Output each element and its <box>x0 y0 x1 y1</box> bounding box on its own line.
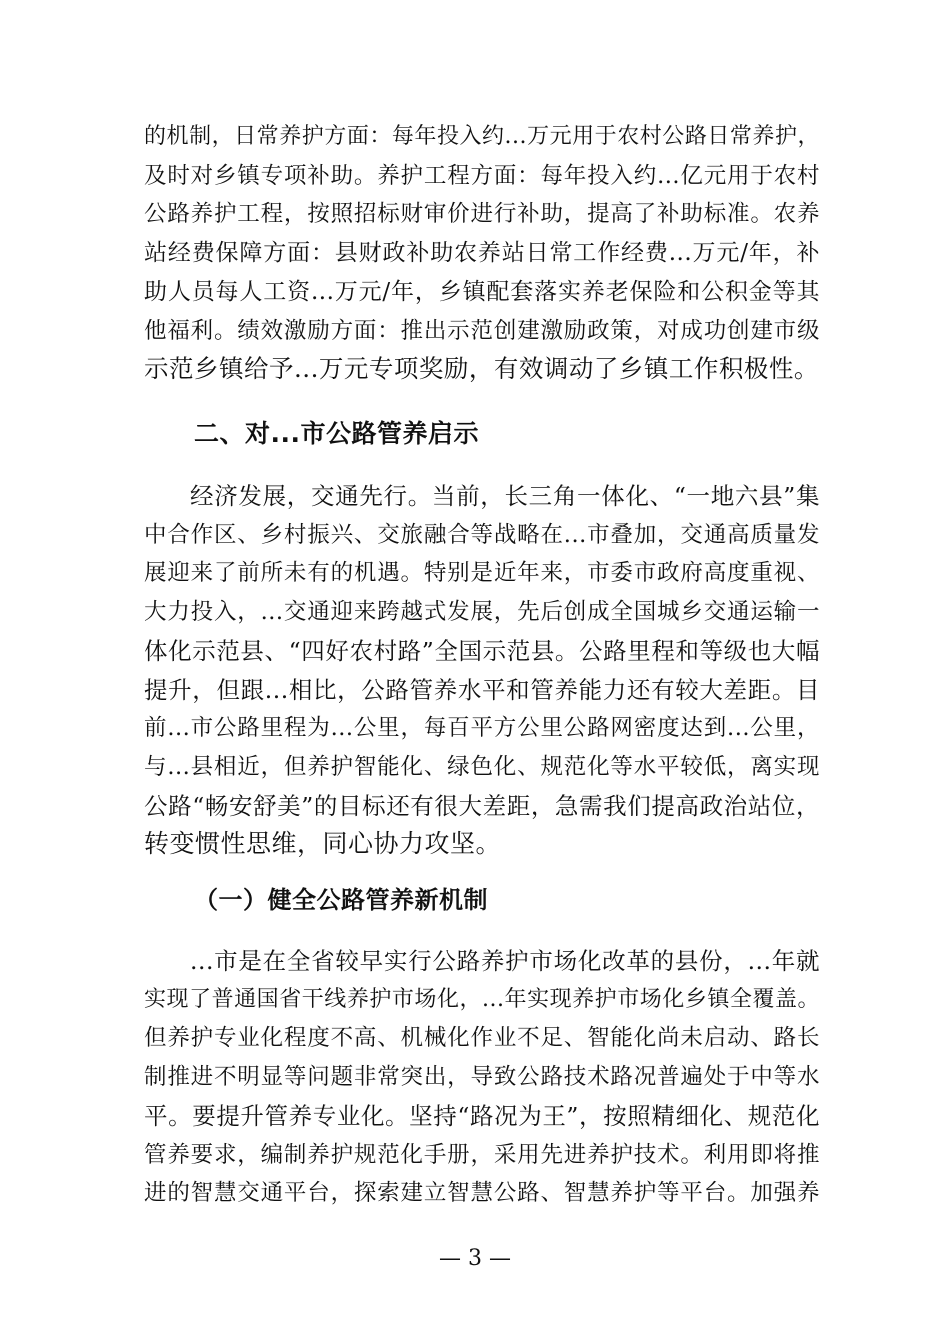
text-line: 经济发展，交通先行。当前，长三角一体化、“一地六县”集 <box>190 482 820 510</box>
paragraph-inspiration <box>144 477 820 864</box>
page-number: — 3 — <box>439 1246 511 1271</box>
text-line: 体化示范县、“四好农村路”全国示范县。公路里程和等级也大幅 <box>144 636 820 665</box>
paragraph-maintenance-funding <box>144 118 820 389</box>
text-line: 进的智慧交通平台，探索建立智慧公路、智慧养护等平台。加强养 <box>144 1180 820 1207</box>
text-line: 及时对乡镇专项补助。养护工程方面：每年投入约...亿元用于农村 <box>144 162 820 189</box>
text-line: 展迎来了前所未有的机遇。特别是近年来，市委市政府高度重视、 <box>144 560 820 587</box>
section-heading: 二、对...市公路管养启示 <box>194 419 479 448</box>
text-line: 与...县相近，但养护智能化、绿色化、规范化等水平较低，离实现 <box>144 753 820 780</box>
text-line: 但养护专业化程度不高、机械化作业不足、智能化尚未启动、路长 <box>144 1025 820 1052</box>
text-line: 助人员每人工资...万元/年，乡镇配套落实养老保险和公积金等其 <box>144 278 820 305</box>
text-line: 公路“畅安舒美”的目标还有很大差距，急需我们提高政治站位， <box>144 791 820 820</box>
text-line: 转变惯性思维，同心协力攻坚。 <box>144 829 502 859</box>
text-line: 平。要提升管养专业化。坚持“路况为王”，按照精细化、规范化 <box>144 1101 820 1130</box>
text-line: 他福利。绩效激励方面：推出示范创建激励政策，对成功创建市级 <box>144 317 820 344</box>
text-line: 前...市公路里程为...公里，每百平方公里公路网密度达到...公里， <box>144 715 820 742</box>
text-line: 实现了普通国省干线养护市场化，...年实现养护市场化乡镇全覆盖。 <box>144 986 820 1012</box>
text-line: 站经费保障方面：县财政补助农养站日常工作经费...万元/年，补 <box>144 240 820 267</box>
text-line: ...市是在全省较早实行公路养护市场化改革的县份，...年就 <box>190 947 820 975</box>
text-line: 制推进不明显等问题非常突出，导致公路技术路况普遍处于中等水 <box>144 1064 820 1091</box>
text-line: 管养要求，编制养护规范化手册，采用先进养护技术。利用即将推 <box>144 1141 820 1168</box>
text-line: 的机制，日常养护方面：每年投入约...万元用于农村公路日常养护， <box>144 124 820 149</box>
text-line: 大力投入，...交通迎来跨越式发展，先后创成全国城乡交通运输一 <box>144 599 820 626</box>
text-line: 示范乡镇给予...万元专项奖励，有效调动了乡镇工作积极性。 <box>144 354 819 384</box>
subsection-heading: （一）健全公路管养新机制 <box>194 885 488 914</box>
text-line: 提升，但跟...相比，公路管养水平和管养能力还有较大差距。目 <box>144 675 820 704</box>
paragraph-mechanism <box>144 942 820 1213</box>
text-line: 公路养护工程，按照招标财审价进行补助，提高了补助标准。农养 <box>144 201 820 228</box>
text-line: 中合作区、乡村振兴、交旅融合等战略在...市叠加，交通高质量发 <box>144 521 820 548</box>
